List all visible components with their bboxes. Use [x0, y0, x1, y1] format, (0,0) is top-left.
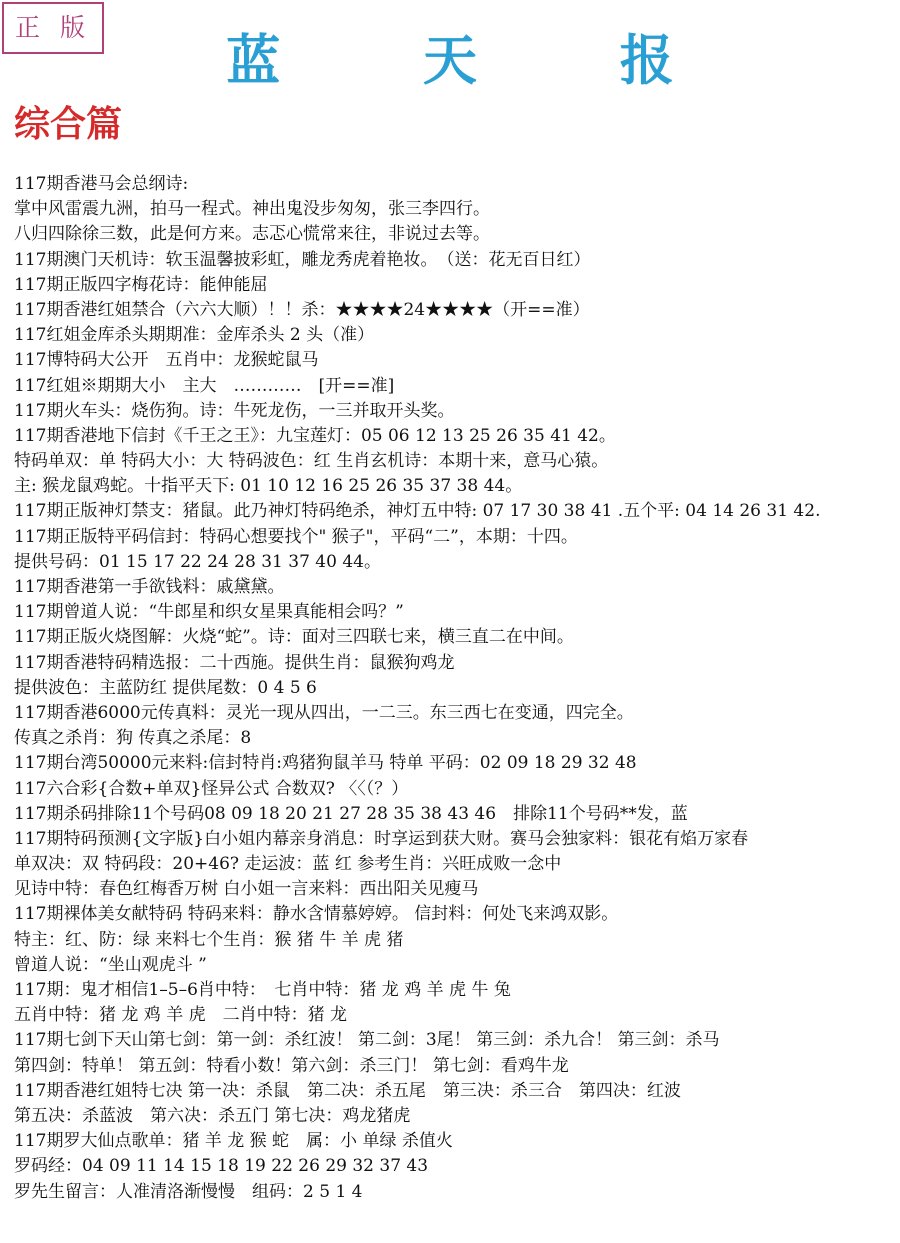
section-heading: 综合篇 — [14, 103, 123, 145]
text-line: 掌中风雷震九洲，拍马一程式。神出鬼没步匆匆，张三李四行。 — [14, 199, 490, 220]
text-line: 见诗中特：春色红梅香万树 白小姐一言来料：西出阳关见瘦马 — [14, 879, 479, 900]
text-line: 117期香港第一手欲钱料：戚黛黛。 — [14, 577, 285, 597]
text-line: 117期特码预测{文字版}白小姐内幕亲身消息：时享运到获大财。赛马会独家料：银花有焰万家春 — [14, 828, 749, 849]
text-line: 117红姐金库杀头期期准：金库杀头 2 头（准） — [14, 325, 375, 346]
text-line: 117期香港红姐特七决 第一决：杀鼠 第二决：杀五尾 第三决：杀三合 第四决：红波 — [14, 1080, 681, 1101]
text-line: 117期香港红姐禁合（六六大顺）！！杀：★★★★24★★★★（开==准） — [14, 299, 590, 320]
text-line: 特主：红、防：绿 来料七个生肖：猴 猪 牛 羊 虎 猪 — [14, 929, 404, 950]
edition-badge: 正 版 — [2, 2, 104, 54]
text-line: 提供号码：01 15 17 22 24 28 31 37 40 44。 — [14, 551, 381, 572]
text-line: 117期正版四字梅花诗：能伸能屈 — [14, 274, 268, 295]
text-line: 五肖中特：猪 龙 鸡 羊 虎 二肖中特：猪 龙 — [14, 1005, 348, 1026]
text-line: 117六合彩{合数+单双}怪异公式 合数双? 〈〈（？） — [14, 778, 409, 799]
text-line: 主: 猴龙鼠鸡蛇。十指平天下: 01 10 12 16 25 26 35 37 38 44。 — [14, 476, 523, 497]
text-line: 提供波色：主蓝防红 提供尾数：0 4 5 6 — [14, 677, 317, 698]
text-line: 117期七剑下天山第七剑：第一剑：杀红波！ 第二剑：3尾！ 第三剑：杀九合！ 第三剑：杀马 — [14, 1030, 720, 1051]
text-line: 罗先生留言：人准清洛渐慢慢 组码：2 5 1 4 — [14, 1181, 363, 1202]
text-line: 单双决：双 特码段：20+46? 走运波：蓝 红 参考生肖：兴旺成败一念中 — [14, 854, 562, 875]
text-line: 117期罗大仙点歌单：猪 羊 龙 猴 蛇 属：小 单绿 杀值火 — [14, 1131, 453, 1152]
text-line: 117期香港6000元传真料：灵光一现从四出，一二三。东三西七在变通，四完全。 — [14, 702, 634, 723]
text-line: 117期台湾50000元来料:信封特肖:鸡猪狗鼠羊马 特单 平码：02 09 18 29 32 48 — [14, 753, 637, 774]
text-line: 117期正版神灯禁支：猪鼠。此乃神灯特码绝杀，神灯五中特: 07 17 30 38 41 .五个平: 04 14 26 31 42. — [14, 501, 821, 522]
text-line: 117期香港特码精选报：二十西施。提供生肖：鼠猴狗鸡龙 — [14, 652, 455, 673]
text-line: 117红姐※期期大小 主大 ………… [开==准] — [14, 375, 395, 396]
text-line: 八归四除徐三数，此是何方来。志忑心慌常来往，非说过去等。 — [14, 224, 490, 245]
text-line: 117期：鬼才相信1–5–6肖中特： 七肖中特：猪 龙 鸡 羊 虎 牛 兔 — [14, 980, 511, 1000]
text-line: 罗码经：04 09 11 14 15 18 19 22 26 29 32 37 43 — [14, 1156, 429, 1177]
text-line: 特码单双：单 特码大小：大 特码波色：红 生肖玄机诗：本期十来，意马心猿。 — [14, 451, 609, 472]
text-line: 第四剑：特单！ 第五剑：特看小数！第六剑：杀三门！ 第七剑：看鸡牛龙 — [14, 1055, 569, 1076]
text-line: 117期正版特平码信封：特码心想要找个" 猴子"，平码“二”，本期：十四。 — [14, 526, 578, 547]
text-line: 117期澳门天机诗：软玉温馨披彩虹，雕龙秀虎着艳妆。 （送：花无百日红） — [14, 249, 591, 270]
text-line: 曾道人说：“坐山观虎斗 ” — [14, 954, 207, 975]
text-line: 117期裸体美女献特码 特码来料：静水含情慕婷婷。 信封料：何处飞来鸿双影。 — [14, 904, 619, 925]
text-line: 第五决：杀蓝波 第六决：杀五门 第七决：鸡龙猪虎 — [14, 1105, 411, 1126]
text-line: 117期正版火烧图解：火烧“蛇”。诗：面对三四联七来，横三直二在中间。 — [14, 627, 574, 648]
text-line: 117期火车头：烧伤狗。诗：牛死龙伤，一三并取开头奖。 — [14, 400, 455, 421]
text-line: 传真之杀肖：狗 传真之杀尾：8 — [14, 728, 252, 749]
content-lines — [14, 172, 898, 1205]
text-line: 117博特码大公开 五肖中：龙猴蛇鼠马 — [14, 350, 319, 371]
text-line: 117期香港地下信封《千王之王》：九宝莲灯：05 06 12 13 25 26 35 41 42。 — [14, 425, 616, 446]
page-title: 蓝 天 报 — [226, 28, 736, 92]
text-line: 117期曾道人说：“牛郎星和织女星果真能相会吗？” — [14, 602, 404, 623]
text-line: 117期杀码排除11个号码08 09 18 20 21 27 28 35 38 43 46 排除11个号码**发，蓝 — [14, 803, 688, 824]
text-line: 117期香港马会总纲诗: — [14, 174, 189, 194]
